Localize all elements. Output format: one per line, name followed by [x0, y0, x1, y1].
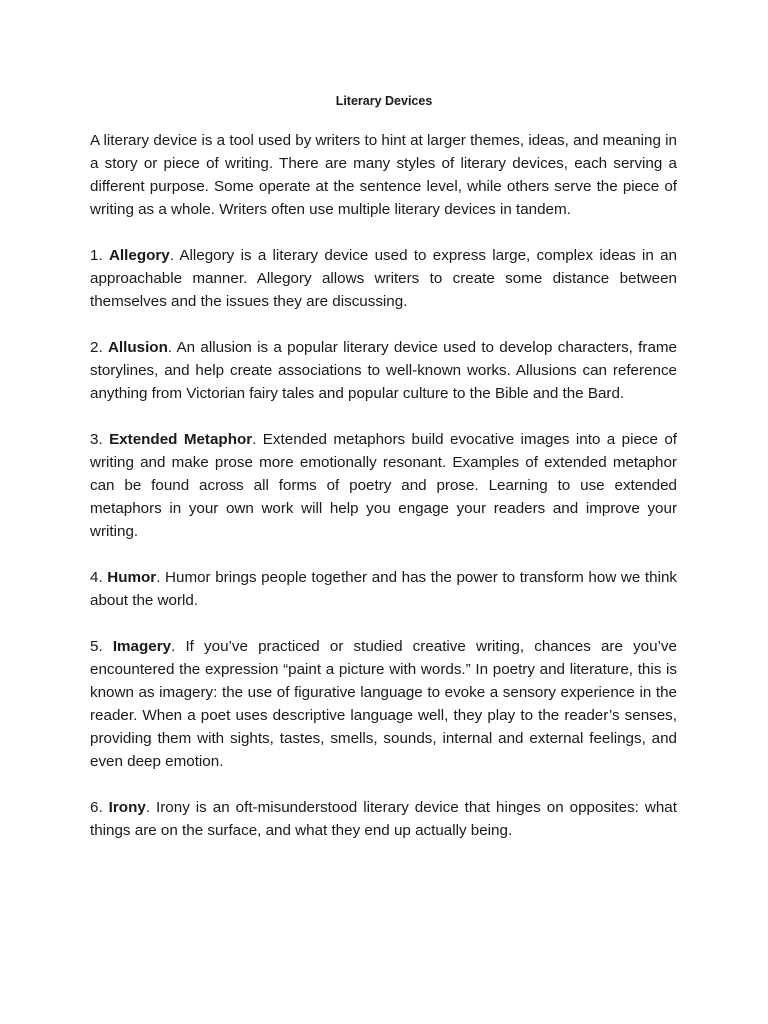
list-item-allegory — [90, 244, 677, 313]
item-text: . Extended metaphors build evocative images into a piece of writing and make prose more emotionally resonant. Examples of extended metaphor can be found across all forms of poetry and prose. Learning to use extended metaphors in your own work will help you engage your readers and improve your writing. — [90, 431, 677, 540]
item-term: Allusion — [107, 339, 168, 356]
item-text: . Humor brings people together and has the power to transform how we think about the world. — [90, 569, 677, 609]
document-body — [90, 129, 677, 865]
item-text: . Irony is an oft-misunderstood literary device that hinges on opposites: what things are on the surface, and what they end up actually being. — [90, 799, 677, 839]
item-term: Allegory — [108, 247, 170, 264]
item-text: . Allegory is a literary device used to express large, complex ideas in an approachable manner. Allegory allows writers to create some distance between themselves and the issues they are discussing. — [90, 247, 677, 310]
item-number: 2. — [90, 339, 103, 356]
item-number: 5. — [90, 638, 103, 655]
item-term: Humor — [107, 569, 157, 586]
list-item-humor — [90, 566, 677, 612]
list-item-irony — [90, 796, 677, 842]
list-item-imagery — [90, 635, 677, 773]
list-item-allusion — [90, 336, 677, 405]
page-title: Literary Devices — [335, 94, 433, 108]
item-number: 1. — [90, 247, 103, 264]
item-text: . An allusion is a popular literary device used to develop characters, frame storylines, and help create associations to well-known works. Allusions can reference anything from Victorian fairy tales and popular culture to the Bible and the Bard. — [90, 339, 677, 402]
item-term: Irony — [108, 799, 146, 816]
item-term: Imagery — [112, 638, 172, 655]
list-item-extended-metaphor — [90, 428, 677, 543]
item-number: 3. — [90, 431, 103, 448]
item-term: Extended Metaphor — [109, 431, 253, 448]
item-text: . If you’ve practiced or studied creative writing, chances are you’ve encountered the expression “paint a picture with words.” In poetry and literature, this is known as imagery: the use of figurative language to evoke a sensory experience in the reader. When a poet uses descriptive language well, they play to the reader’s senses, providing them with sights, tastes, smells, sounds, internal and external feelings, and even deep emotion. — [90, 638, 677, 770]
item-number: 4. — [90, 569, 103, 586]
intro-paragraph: A literary device is a tool used by writers to hint at larger themes, ideas, and meaning in a story or piece of writing. There are many styles of literary devices, each serving a different purpose. Some operate at the sentence level, while others serve the piece of writing as a whole. Writers often use multiple literary devices in tandem. — [90, 132, 677, 218]
item-number: 6. — [90, 799, 103, 816]
